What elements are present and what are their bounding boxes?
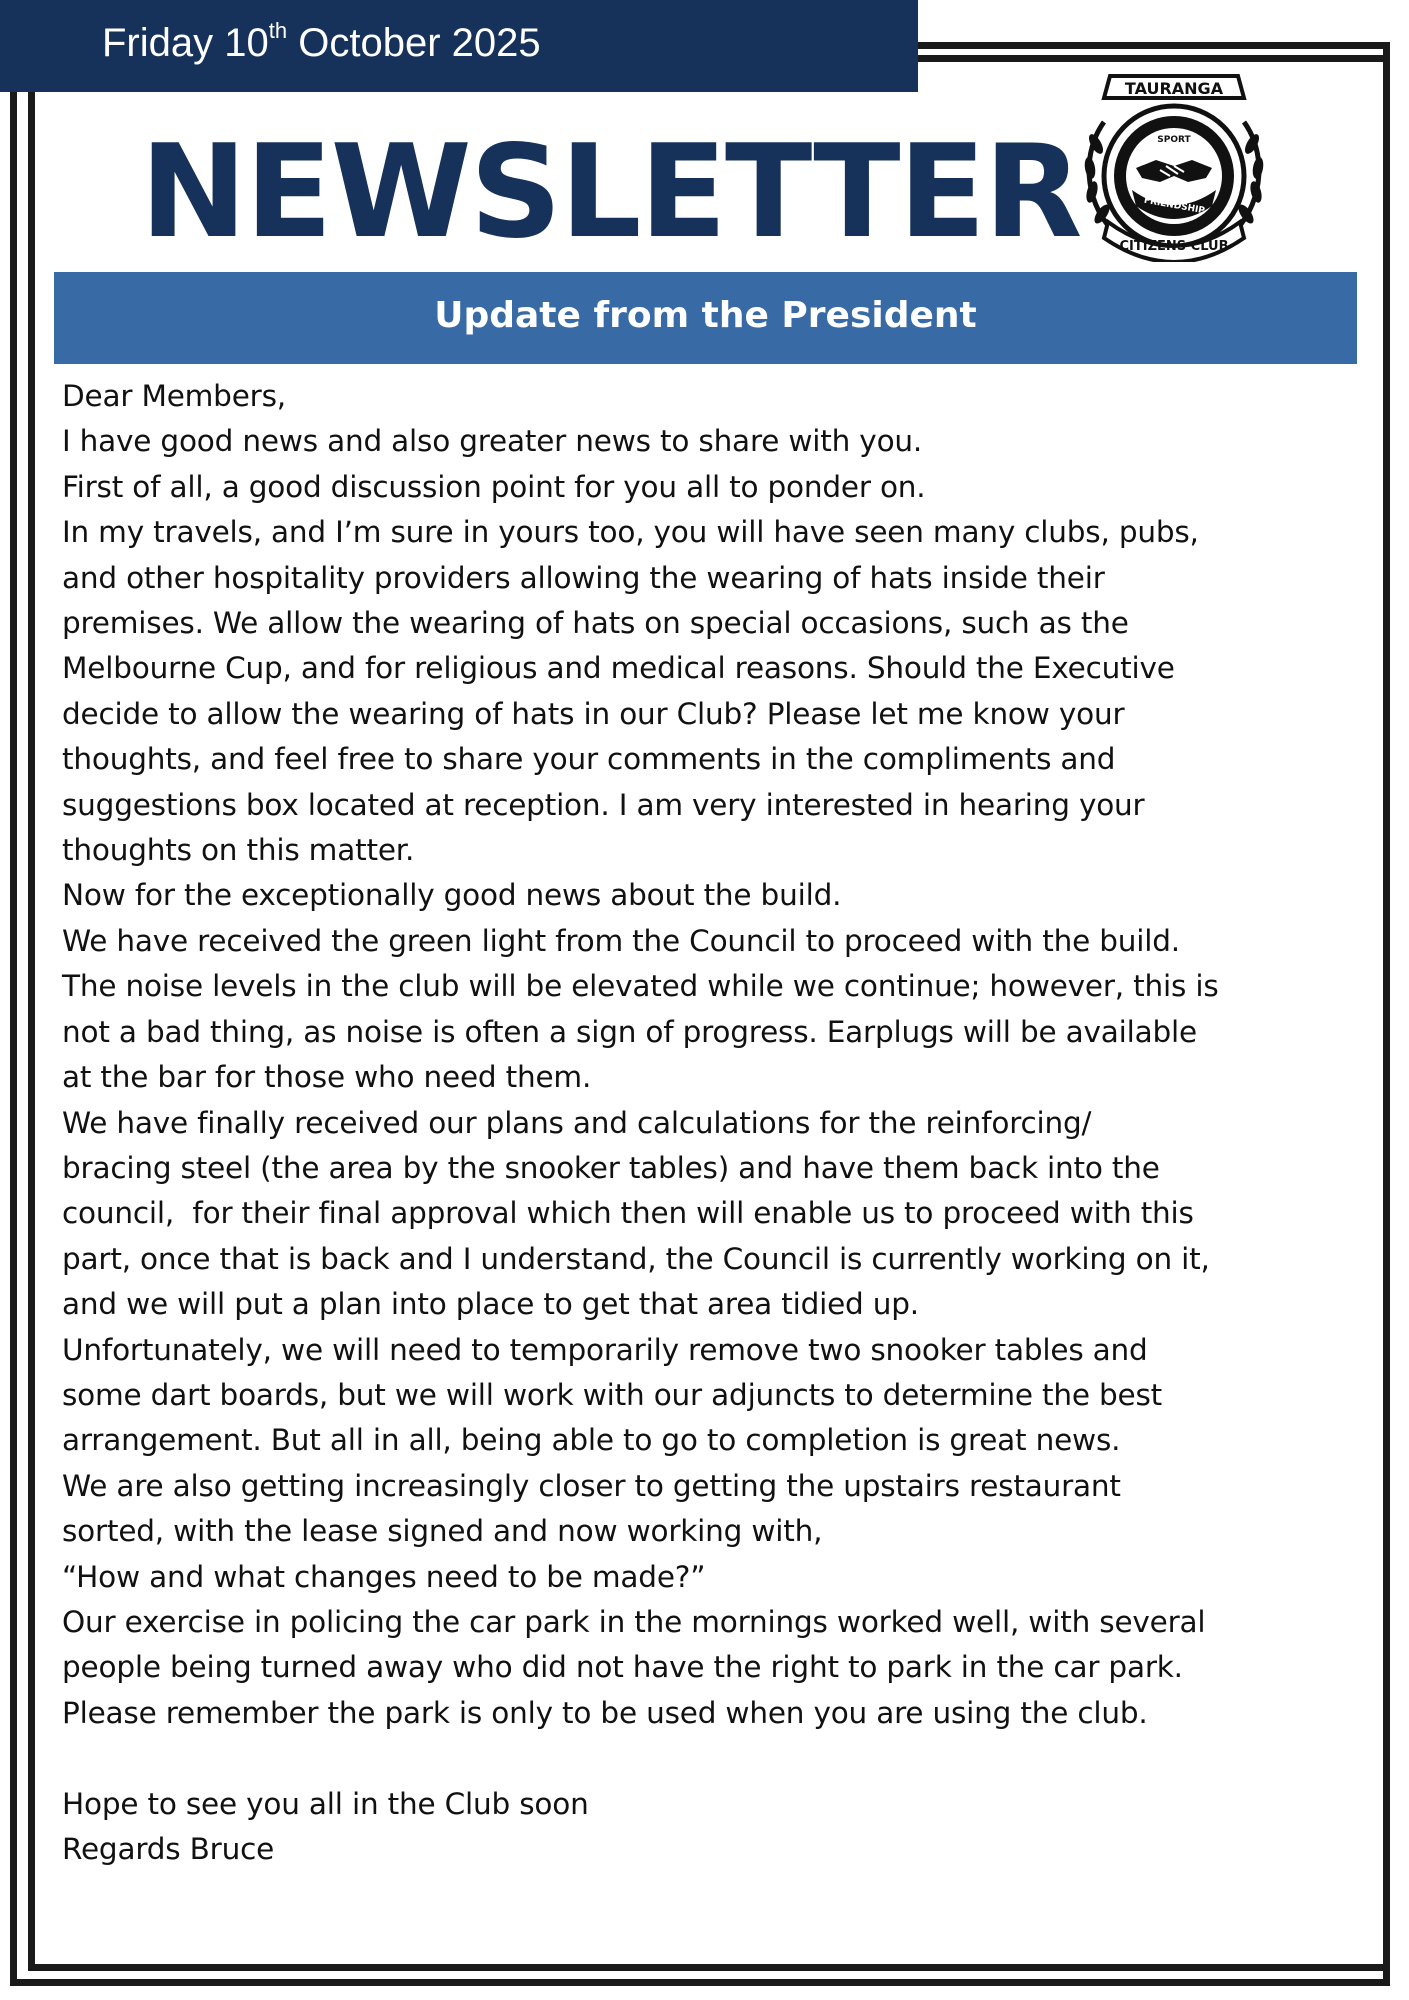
logo-sport-text: SPORT [1157, 135, 1191, 145]
letter-line: thoughts, and feel free to share your comments in the compliments and [62, 742, 1116, 777]
letter-line: First of all, a good discussion point for you all to ponder on. [62, 469, 926, 504]
letter-line: council, for their final approval which then will enable us to proceed with this [62, 1196, 1194, 1231]
section-heading: Update from the President [54, 272, 1357, 364]
letter-line: decide to allow the wearing of hats in our Club? Please let me know your [62, 696, 1125, 731]
logo-top-text: TAURANGA [1124, 79, 1224, 98]
club-logo [1076, 72, 1272, 262]
letter-line: In my travels, and I’m sure in yours too, you will have seen many clubs, pubs, [62, 515, 1199, 550]
letter-line: people being turned away who did not have the right to park in the car park. [62, 1650, 1183, 1685]
letter-body [62, 374, 1362, 1736]
letter-line: thoughts on this matter. [62, 833, 415, 868]
letter-line: part, once that is back and I understand, the Council is currently working on it, [62, 1241, 1210, 1276]
letter-line: premises. We allow the wearing of hats on special occasions, such as the [62, 606, 1129, 641]
letter-closing: Hope to see you all in the Club soon [62, 1786, 589, 1821]
letter-line: We have received the green light from the Council to proceed with the build. [62, 923, 1180, 958]
letter-line: We have finally received our plans and calculations for the reinforcing/ [62, 1105, 1092, 1140]
letter-line: We are also getting increasingly closer to getting the upstairs restaurant [62, 1468, 1121, 1503]
letter-line: Please remember the park is only to be used when you are using the club. [62, 1695, 1148, 1730]
letter-line: at the bar for those who need them. [62, 1060, 592, 1095]
letter-line: sorted, with the lease signed and now working with, [62, 1514, 823, 1549]
newsletter-title: NEWSLETTER [140, 118, 1081, 267]
paragraph-spacer [62, 1736, 1362, 1781]
letter-line: and other hospitality providers allowing the wearing of hats inside their [62, 560, 1105, 595]
letter-signoff: Regards Bruce [62, 1831, 275, 1866]
letter-line: Our exercise in policing the car park in the mornings worked well, with several [62, 1604, 1206, 1639]
date-day: Friday 10 [102, 21, 269, 65]
date-month-year: October 2025 [287, 21, 541, 65]
president-letter [62, 374, 1362, 1872]
letter-line: arrangement. But all in all, being able to go to completion is great news. [62, 1423, 1121, 1458]
letter-line: some dart boards, but we will work with our adjuncts to determine the best [62, 1377, 1163, 1412]
letter-line: and we will put a plan into place to get that area tidied up. [62, 1287, 919, 1322]
letter-line: Unfortunately, we will need to temporarily remove two snooker tables and [62, 1332, 1148, 1367]
date-ordinal: th [268, 18, 288, 43]
letter-line: Now for the exceptionally good news about the build. [62, 878, 842, 913]
letter-line: not a bad thing, as noise is often a sign of progress. Earplugs will be available [62, 1014, 1197, 1049]
letter-line: suggestions box located at reception. I am very interested in hearing your [62, 787, 1145, 822]
logo-bottom-text: CITIZENS CLUB [1119, 239, 1229, 254]
date-banner [0, 0, 918, 92]
letter-line: “How and what changes need to be made?” [62, 1559, 706, 1594]
letter-line: The noise levels in the club will be elevated while we continue; however, this is [62, 969, 1219, 1004]
letter-line: I have good news and also greater news to share with you. [62, 424, 923, 459]
logo-band-text: FRIENDSHIP [1143, 195, 1206, 217]
letter-line: Dear Members, [62, 379, 286, 413]
letter-line: bracing steel (the area by the snooker tables) and have them back into the [62, 1150, 1160, 1185]
letter-line: Melbourne Cup, and for religious and medical reasons. Should the Executive [62, 651, 1175, 686]
